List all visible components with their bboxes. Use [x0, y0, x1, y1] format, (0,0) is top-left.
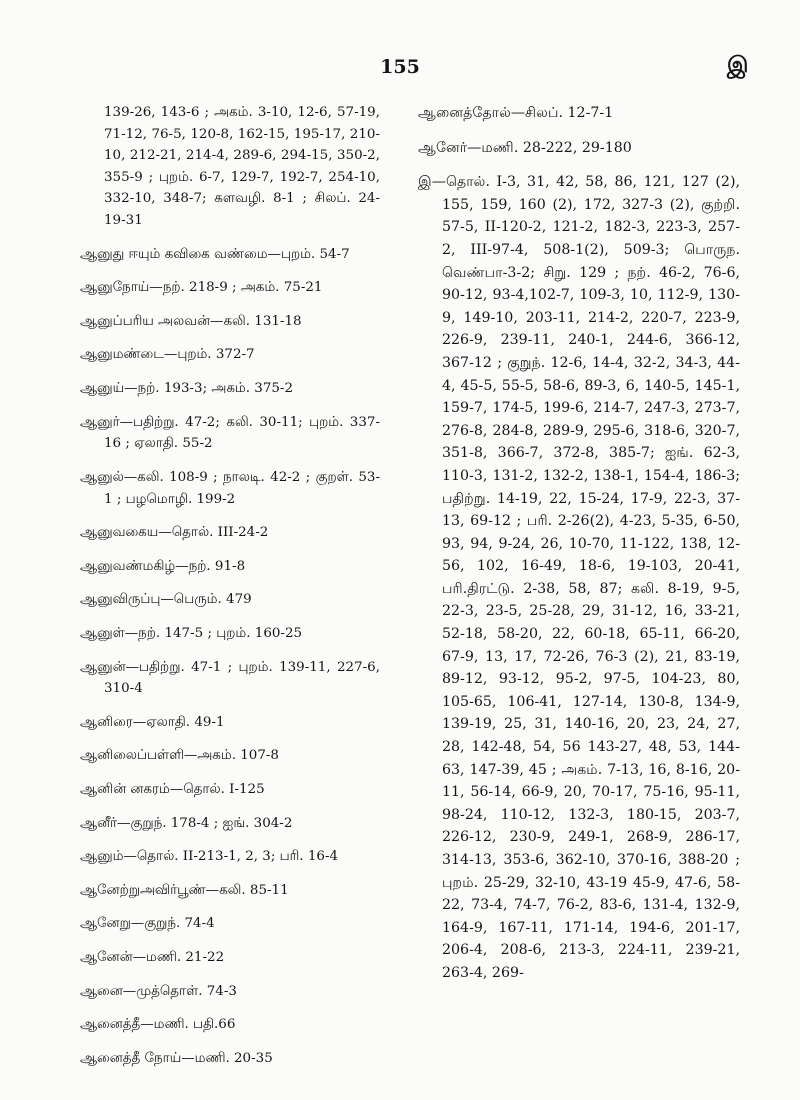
index-entry: ஆனுநோய்—நற். 218-9 ; அகம். 75-21 [80, 280, 323, 296]
index-entry: ஆனுவண்மகிழ்—நற். 91-8 [80, 558, 246, 574]
index-entry: ஆனுப்பரிய அலவன்—கலி. 131-18 [80, 313, 302, 329]
index-entry: ஆனுள்—நற். 147-5 ; புறம். 160-25 [80, 625, 303, 641]
index-entry: ஆனை—முத்தொள். 74-3 [80, 983, 237, 999]
index-entry: ஆனேறு—குறுந். 74-4 [80, 916, 215, 932]
index-entry: ஆனீர்—குறுந். 178-4 ; ஐங். 304-2 [80, 815, 293, 831]
index-entry: ஆனுய்—நற். 193-3; அகம். 375-2 [80, 381, 294, 397]
left-column [80, 102, 380, 1082]
index-entry: இ—தொல். I-3, 31, 42, 58, 86, 121, 127 (2), 155, 159, 160 (2), 172, 327-3 (2), குற்றி. 57-5, II-120-2, 121-2, 182-3, 223-3, 257-2, III-97-4, 508-1(2), 509-3; பொருந. வெண்பா-3-2; சிறு. 129 ; நற். 46-2, 76-6, 90-12, 93-4,102-7, 109-3, 10, 112-9, 130-9, 149-10, 203-11, 214-2, 220-7, 223-9, 226-9, 239-11, 240-1, 244-6, 366-12, 367-12 ; குறுந். 12-6, 14-4, 32-2, 34-3, 44-4, 45-5, 55-5, 58-6, 89-3, 6, 140-5, 145-1, 159-7, 174-5, 199-6, 214-7, 247-3, 273-7, 276-8, 284-8, 289-9, 295-6, 318-6, 320-7, 351-8, 366-7, 372-8, 385-7; ஐங். 62-3, 110-3, 131-2, 132-2, 138-1, 154-4, 186-3; பதிற்று. 14-19, 22, 15-24, 17-9, 22-3, 37-13, 69-12 ; பரி. 2-26(2), 4-23, 5-35, 6-50, 93, 94, 9-24, 26, 10-70, 11-122, 138, 12-56, 102, 16-49, 18-6, 19-103, 20-41, பரி.திரட்டு. 2-38, 58, 87; கலி. 8-19, 9-5, 22-3, 23-5, 25-28, 29, 31-12, 16, 33-21, 52-18, 58-20, 22, 60-18, 65-11, 66-20, 67-9, 13, 17, 72-26, 76-3 (2), 21, 83-19, 89-12, 93-12, 95-2, 97-5, 104-23, 80, 105-65, 106-41, 127-14, 130-8, 134-9, 139-19, 25, 31, 140-16, 20, 23, 24, 27, 28, 142-48, 54, 56 143-27, 48, 53, 144-63, 147-39, 45 ; அகம். 7-13, 16, 8-16, 20-11, 56-14, 66-9, 20, 70-17, 75-16, 95-11, 98-24, 110-12, 132-3, 180-15, 203-7, 226-12, 230-9, 249-1, 268-9, 286-17, 314-13, 353-6, 362-10, 370-16, 388-20 ; புறம். 25-29, 32-10, 43-19 45-9, 47-6, 58-22, 73-4, 74-7, 76-2, 83-6, 131-4, 132-9, 164-9, 167-11, 171-14, 194-6, 201-17, 206-4, 208-6, 213-3, 224-11, 239-21, 263-4, 269- [418, 174, 740, 981]
index-entry: ஆனேற்றுஅவிர்பூண்—கலி. 85-11 [80, 882, 289, 898]
index-entry: ஆனுன்—பதிற்று. 47-1 ; புறம். 139-11, 227-6, 310-4 [80, 659, 380, 697]
index-entry: ஆனிலைப்பள்ளி—அகம். 107-8 [80, 748, 279, 764]
index-entry: ஆனும்—தொல். II-213-1, 2, 3; பரி. 16-4 [80, 849, 339, 865]
index-entry: ஆனேன்—மணி. 21-22 [80, 950, 225, 966]
index-entry: ஆனேர்—மணி. 28-222, 29-180 [418, 139, 632, 156]
index-entry: ஆனுது ஈயும் கவிகை வண்மை—புறம். 54-7 [80, 246, 350, 262]
page-number: 155 [380, 56, 420, 78]
index-entry: 139-26, 143-6 ; அகம். 3-10, 12-6, 57-19, 71-12, 76-5, 120-8, 162-15, 195-17, 210-10, 212-21, 214-4, 289-6, 294-15, 350-2, 355-9 ; புறம். 6-7, 129-7, 192-7, 254-10, 332-10, 348-7; களவழி. 8-1 ; சிலப். 24-19-31 [104, 105, 380, 229]
index-entry: ஆனுவகைய—தொல். III-24-2 [80, 525, 269, 541]
index-entry: ஆனைத்தீ நோய்—மணி. 20-35 [80, 1050, 273, 1066]
index-entry: ஆனைத்தீ—மணி. பதி.66 [80, 1017, 236, 1033]
index-entry: ஆனுமண்டை—புறம். 372-7 [80, 347, 255, 363]
section-letter: இ [727, 52, 749, 78]
index-entry: ஆனைத்தோல்—சிலப். 12-7-1 [418, 105, 614, 121]
index-entry: ஆனின் னகரம்—தொல். I-125 [80, 782, 265, 798]
index-entry: ஆனுவிருப்பு—பெரும். 479 [80, 592, 252, 608]
right-column [418, 102, 740, 997]
index-entry: ஆனிரை—ஏலாதி. 49-1 [80, 714, 225, 730]
index-entry: ஆனுர்—பதிற்று. 47-2; கலி. 30-11; புறம். 337-16 ; ஏலாதி. 55-2 [80, 414, 380, 452]
index-entry: ஆனுல்—கலி. 108-9 ; நாலடி. 42-2 ; குறள். 53-1 ; பழமொழி. 199-2 [80, 469, 380, 507]
